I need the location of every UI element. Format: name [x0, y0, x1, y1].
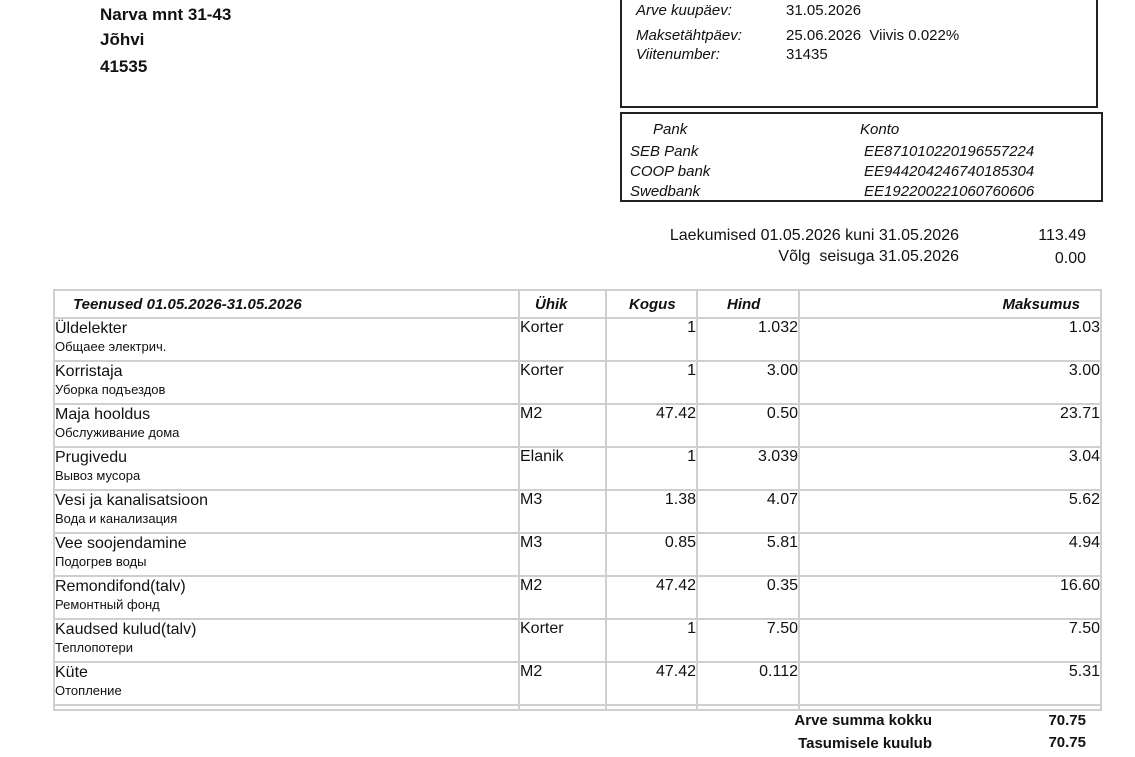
price-cell: 7.50 [697, 619, 799, 662]
amount-cell: 7.50 [799, 619, 1101, 662]
services-table [53, 289, 1102, 711]
col-header-qty: Kogus [606, 290, 697, 318]
invoice-info-box [620, 0, 1098, 108]
service-name-ru: Вывоз мусора [55, 468, 141, 483]
qty-cell: 47.42 [606, 662, 697, 705]
unit-cell: Korter [519, 318, 606, 361]
amount-cell: 3.04 [799, 447, 1101, 490]
reference-value: 31435 [786, 46, 828, 63]
bank-header: Pank [653, 121, 688, 138]
qty-cell: 1 [606, 447, 697, 490]
qty-cell: 1 [606, 318, 697, 361]
bank-account-number: EE944204246740185304 [864, 163, 1035, 180]
service-name-cell [54, 490, 519, 533]
address-city: Jõhvi [100, 30, 145, 49]
price-cell: 3.00 [697, 361, 799, 404]
amount-cell: 16.60 [799, 576, 1101, 619]
qty-cell: 1 [606, 619, 697, 662]
amount-cell: 5.31 [799, 662, 1101, 705]
table-row [54, 361, 1101, 404]
table-row [54, 619, 1101, 662]
unit-cell: Elanik [519, 447, 606, 490]
amount-payable-label: Tasumisele kuulub [798, 735, 932, 752]
bank-name: COOP bank [630, 163, 711, 180]
invoice-total-label: Arve summa kokku [794, 712, 932, 729]
bank-name: Swedbank [630, 183, 701, 200]
due-date-value: 25.06.2026 Viivis 0.022% [786, 27, 960, 44]
invoice-date-value: 31.05.2026 [786, 2, 862, 19]
service-name: Küte [55, 664, 88, 681]
table-header-row [54, 290, 1101, 318]
price-cell: 3.039 [697, 447, 799, 490]
debt-value: 0.00 [1054, 250, 1086, 267]
unit-cell: M3 [519, 490, 606, 533]
unit-cell: M2 [519, 662, 606, 705]
service-name-cell [54, 361, 519, 404]
bank-accounts-box [620, 112, 1103, 202]
service-name: Vesi ja kanalisatsioon [55, 492, 208, 509]
qty-cell: 1 [606, 361, 697, 404]
table-row [54, 447, 1101, 490]
service-name-ru: Уборка подъездов [55, 382, 166, 397]
table-row [54, 404, 1101, 447]
qty-cell: 47.42 [606, 404, 697, 447]
table-row [54, 490, 1101, 533]
service-name-cell [54, 619, 519, 662]
price-cell: 0.50 [697, 404, 799, 447]
amount-payable-value: 70.75 [1048, 734, 1086, 751]
payments-value: 113.49 [1038, 227, 1086, 244]
table-row [54, 576, 1101, 619]
account-header: Konto [860, 121, 900, 138]
table-row [54, 662, 1101, 705]
amount-cell: 4.94 [799, 533, 1101, 576]
table-row [54, 533, 1101, 576]
due-date-label: Maksetähtpäev: [636, 27, 742, 44]
service-name-cell [54, 318, 519, 361]
address-street: Narva mnt 31-43 [100, 5, 232, 24]
price-cell: 4.07 [697, 490, 799, 533]
amount-cell: 3.00 [799, 361, 1101, 404]
service-name: Prugivedu [55, 449, 128, 466]
price-cell: 5.81 [697, 533, 799, 576]
qty-cell: 47.42 [606, 576, 697, 619]
col-header-amount: Maksumus [799, 290, 1101, 318]
col-header-unit: Ühik [519, 290, 606, 318]
col-header-price: Hind [697, 290, 799, 318]
service-name-ru: Подогрев воды [55, 554, 147, 569]
unit-cell: M2 [519, 404, 606, 447]
price-cell: 1.032 [697, 318, 799, 361]
service-name-ru: Общаее электрич. [55, 339, 167, 354]
qty-cell: 0.85 [606, 533, 697, 576]
payments-label: Laekumised 01.05.2026 kuni 31.05.2026 [669, 227, 959, 244]
service-name-cell [54, 404, 519, 447]
price-cell: 0.112 [697, 662, 799, 705]
service-name: Korristaja [55, 363, 123, 380]
table-row [54, 318, 1101, 361]
table-filler-row [54, 705, 1101, 710]
service-name-ru: Теплопотери [55, 640, 133, 655]
amount-cell: 23.71 [799, 404, 1101, 447]
service-name-ru: Отопление [55, 683, 122, 698]
bank-name: SEB Pank [630, 143, 699, 160]
service-name: Remondifond(talv) [55, 578, 186, 595]
amount-cell: 5.62 [799, 490, 1101, 533]
service-name: Vee soojendamine [55, 535, 187, 552]
unit-cell: M3 [519, 533, 606, 576]
address-postcode: 41535 [100, 57, 148, 76]
price-cell: 0.35 [697, 576, 799, 619]
service-name-cell [54, 662, 519, 705]
amount-cell: 1.03 [799, 318, 1101, 361]
unit-cell: M2 [519, 576, 606, 619]
invoice-total-value: 70.75 [1048, 712, 1086, 729]
service-name-ru: Ремонтный фонд [55, 597, 160, 612]
service-name-cell [54, 533, 519, 576]
bank-account-number: EE192200221060760606 [864, 183, 1035, 200]
debt-label: Võlg seisuga 31.05.2026 [778, 248, 959, 265]
service-name: Kaudsed kulud(talv) [55, 621, 197, 638]
unit-cell: Korter [519, 619, 606, 662]
invoice-date-label: Arve kuupäev: [636, 2, 732, 19]
service-name-cell [54, 447, 519, 490]
service-name-ru: Вода и канализация [55, 511, 178, 526]
col-header-service: Teenused 01.05.2026-31.05.2026 [54, 290, 519, 318]
service-name: Maja hooldus [55, 406, 151, 423]
bank-account-number: EE871010220196557224 [864, 143, 1035, 160]
service-name-ru: Обслуживание дома [55, 425, 180, 440]
service-name-cell [54, 576, 519, 619]
qty-cell: 1.38 [606, 490, 697, 533]
service-name: Üldelekter [55, 320, 128, 337]
reference-label: Viitenumber: [636, 46, 720, 63]
unit-cell: Korter [519, 361, 606, 404]
